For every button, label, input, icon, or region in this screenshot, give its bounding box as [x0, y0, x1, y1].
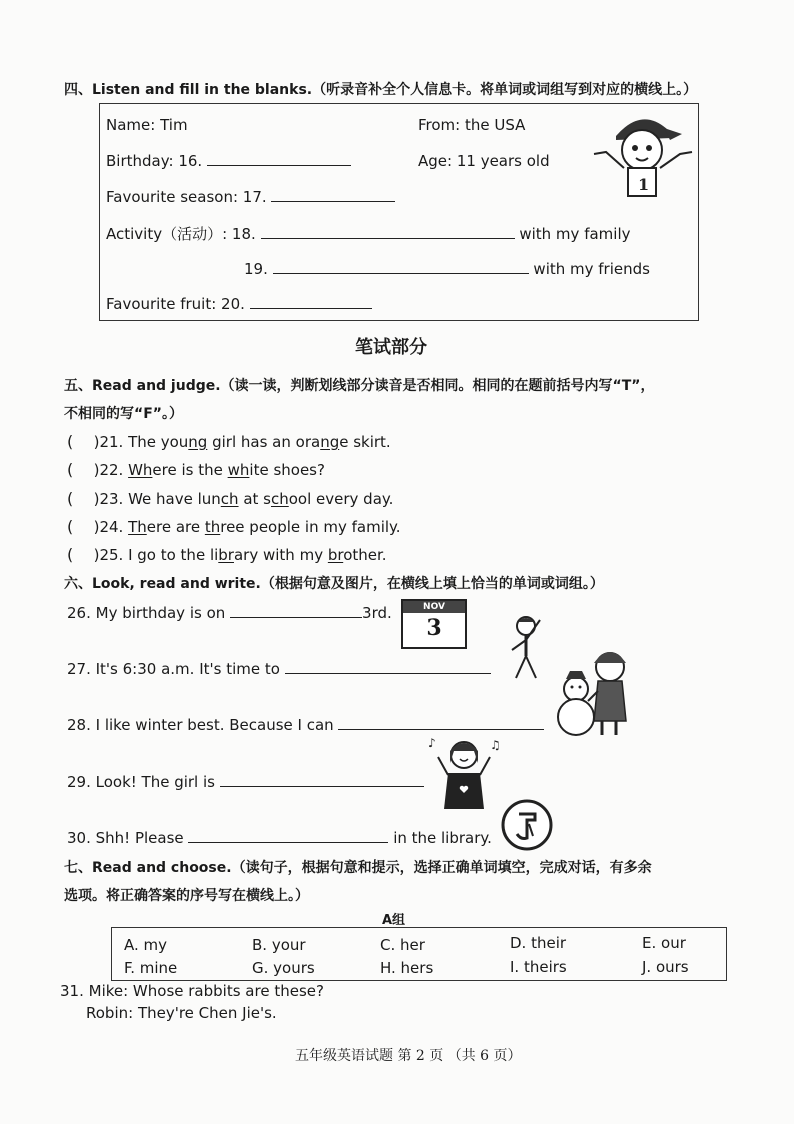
option-a: A. my — [124, 936, 168, 954]
blank-20[interactable] — [250, 294, 372, 309]
blank-18[interactable] — [261, 224, 515, 239]
from-field: From: the USA — [418, 116, 526, 134]
section5-title: 五、Read and judge.（读一读，判断划线部分读音是否相同。相同的在题前括号内写“T”， — [64, 378, 655, 394]
judge-item-22: ( )22. Where is the white shoes? — [67, 460, 325, 479]
calendar-day: 3 — [426, 615, 442, 641]
exercising-boy-icon — [500, 612, 552, 682]
birthday-label: Birthday: 16. — [106, 151, 351, 170]
info-card — [99, 103, 699, 321]
option-c: C. her — [380, 936, 425, 954]
svg-text:♫: ♫ — [490, 738, 501, 752]
q30: 30. Shh! Please in the library. — [67, 829, 492, 847]
option-i: I. theirs — [510, 958, 567, 976]
name-field: Name: Tim — [106, 116, 188, 134]
option-h: H. hers — [380, 959, 434, 977]
section7-title-2: 选项。将正确答案的序号写在横线上。） — [64, 888, 309, 904]
boy-cartoon-icon — [586, 108, 698, 200]
option-b: B. your — [252, 936, 306, 954]
q29: 29. Look! The girl is — [67, 772, 424, 791]
svg-text:1: 1 — [638, 175, 650, 194]
blank-28[interactable] — [338, 715, 544, 730]
option-e: E. our — [642, 934, 686, 952]
q28: 28. I like winter best. Because I can — [67, 715, 544, 734]
q26: 26. My birthday is on 3rd. — [67, 604, 392, 622]
blank-27[interactable] — [285, 659, 491, 674]
options-box — [111, 927, 727, 981]
judge-item-24: ( )24. There are three people in my family. — [67, 517, 401, 536]
option-j: J. ours — [642, 958, 689, 976]
calendar-icon — [401, 599, 467, 649]
group-label: A组 — [382, 913, 406, 928]
judge-item-21: ( )21. The young girl has an orange skirt. — [67, 432, 391, 451]
section5-title-2: 不相同的写“F”。） — [64, 406, 183, 422]
section6-title: 六、Look, read and write.（根据句意及图片，在横线上填上恰当的单词或词组。） — [64, 576, 604, 592]
season-label: Favourite season: 17. — [106, 187, 395, 206]
calendar-month: NOV — [403, 601, 465, 613]
activity-label: Activity（活动）: 18. with my family — [106, 225, 631, 243]
activity-19: 19. with my friends — [244, 260, 650, 278]
quiet-sign-icon — [497, 798, 557, 852]
option-g: G. yours — [252, 959, 315, 977]
fruit-label: Favourite fruit: 20. — [106, 294, 372, 313]
judge-item-23: ( )23. We have lunch at school every day. — [67, 489, 394, 508]
option-d: D. their — [510, 934, 567, 952]
singing-girl-icon — [426, 733, 504, 813]
q27: 27. It's 6:30 a.m. It's time to — [67, 659, 491, 678]
snowman-girl-icon — [552, 641, 638, 737]
written-section-header: 笔试部分 — [355, 337, 427, 358]
age-field: Age: 11 years old — [418, 152, 550, 170]
q31-robin: Robin: They're Chen Jie's. — [86, 1004, 277, 1022]
blank-26[interactable] — [230, 603, 362, 618]
page-footer: 五年级英语试题 第 2 页 （共 6 页） — [295, 1048, 522, 1064]
option-f: F. mine — [124, 959, 178, 977]
blank-16[interactable] — [207, 151, 351, 166]
section4-title: 四、Listen and fill in the blanks.（听录音补全个人信息卡。将单词或词组写到对应的横线上。） — [64, 82, 698, 98]
blank-30[interactable] — [188, 828, 388, 843]
blank-29[interactable] — [220, 772, 424, 787]
judge-item-25: ( )25. I go to the library with my brother. — [67, 545, 387, 564]
blank-17[interactable] — [271, 187, 395, 202]
svg-text:♪: ♪ — [428, 736, 436, 750]
q31-mike: 31. Mike: Whose rabbits are these? — [60, 982, 324, 1000]
section7-title: 七、Read and choose.（读句子，根据句意和提示，选择正确单词填空，完成对话，有多余 — [64, 860, 652, 876]
blank-19[interactable] — [273, 259, 529, 274]
